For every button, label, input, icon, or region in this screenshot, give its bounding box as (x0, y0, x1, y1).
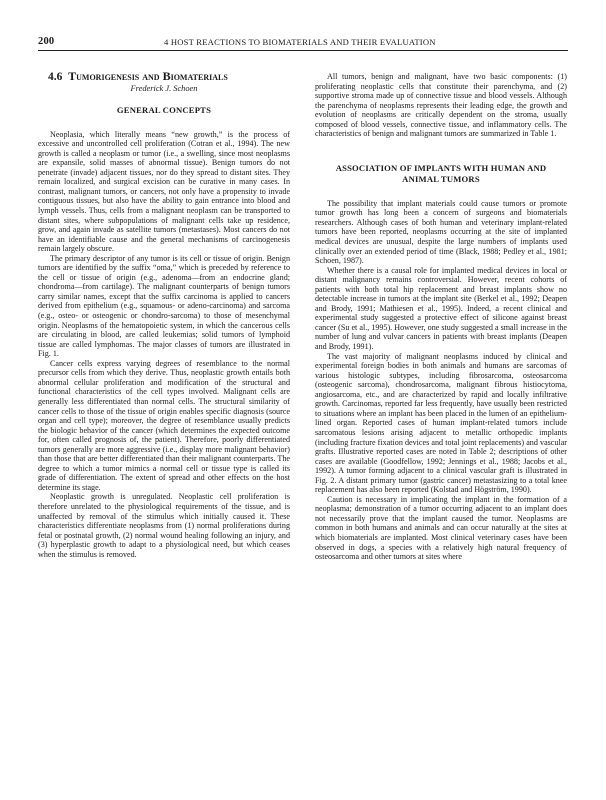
paragraph: Neoplasia, which literally means “new growth,” is the process of excessive and uncontrolled cell proliferation (Cotran et al., 1994). The new growth is called a neoplasm or tumor (i.e., a swelling, since most neoplasms are expansile, solid masses of abnormal tissue). Benign tumors do not penetrate (invade) adjacent tissues, nor do they spread to distant sites. They remain localized, and surgical excision can be curative in many cases. In contrast, malignant tumors, or cancers, not only have a propensity to invade contiguous tissues, but also have the ability to gain entrance into blood and lymph vessels. Thus, cells from a malignant neoplasm can be transported to distant sites, where subpopulations of malignant cells take up residence, grow, and again invade as satellite tumors (metastases). Most cancers do not have an identifiable cause and the general mechanisms of carcinogenesis remain largely obscure. (38, 129, 290, 254)
paragraph: Caution is necessary in implicating the implant in the formation of a neoplasma; demonstration of a tumor occurring adjacent to an implant does not necessarily prove that the implant caused the tumor. Neoplasms are common in both humans and animals and can occur naturally at the sites at which biomaterials are implanted. Most clinical veterinary cases have been observed in dogs, a species with a relatively high natural frequency of osteosarcoma and other tumors at sites where (315, 494, 567, 562)
paragraph: The primary descriptor of any tumor is its cell or tissue of origin. Benign tumors are identified by the suffix “oma,” which is preceded by reference to the cell or tissue of origin (e.g., adenoma—from an endocrine gland; chondroma—from cartilage). The malignant counterparts of benign tumors carry similar names, except that the suffix carcinoma is applied to cancers derived from epithelium (e.g., squamous- or adeno-carcinoma) and sarcoma (e.g., osteo- or osteogenic or chondro-sarcoma) to those of mesenchymal origin. Neoplasms of the hematopoietic system, in which the cancerous cells are circulating in blood, are called leukemias; solid tumors of lymphoid tissue are called lymphomas. The major classes of tumors are illustrated in Fig. 1. (38, 253, 290, 359)
subheading-implant-tumors: ASSOCIATION OF IMPLANTS WITH HUMAN AND ANIMAL TUMORS (335, 162, 547, 184)
right-column (315, 72, 567, 562)
paragraph: The vast majority of malignant neoplasms induced by clinical and experimental foreign bodies in both animals and humans are sarcomas of various histologic subtypes, including fibrosarcoma, osteosarcoma (osteogenic sarcoma), chondrosarcoma, malignant fibrous histiocytoma, angiosarcoma, etc., and are characterized by rapid and locally infiltrative growth. Carcinomas, reported far less frequently, have usually been restricted to situations where an implant has been placed in the lumen of an epithelium-lined organ. Reported cases of human implant-related tumors include sarcomatous lesions arising adjacent to metallic orthopedic implants (including fracture fixation devices and total joint replacements) and vascular grafts. Illustrative reported cases are noted in Table 2; descriptions of other cases are available (Goodfellow, 1992; Jennings et al., 1988; Jacobs et al., 1992). A tumor forming adjacent to a clinical vascular graft is illustrated in Fig. 2. A distant primary tumor (gastric cancer) metastasizing to a total knee replacement has also been reported (Kolstad and Högström, 1990). (315, 351, 567, 495)
page-number: 200 (38, 36, 55, 47)
running-head-title: 4 HOST REACTIONS TO BIOMATERIALS AND THEIR EVALUATION (164, 37, 436, 47)
paragraph: The possibility that implant materials could cause tumors or promote tumor growth has long been a concern of surgeons and biomaterials researchers. Although cases of both human and veterinary implant-related tumors have been reported, neoplasms occurring at the site of implanted medical devices are unusual, despite the large numbers of implants used clinically over an extended period of time (Black, 1988; Pedley et al., 1981; Schoen, 1987). (315, 198, 567, 266)
paragraph: Neoplastic growth is unregulated. Neoplastic cell proliferation is therefore unrelated to the physiological requirements of the tissue, and is unaffected by removal of the stimulus which initially caused it. These characteristics differentiate neoplasms from (1) normal proliferations during fetal or postnatal growth, (2) normal wound healing following an injury, and (3) hyperplastic growth to adapt to a physiological need, but which ceases when the stimulus is removed. (38, 492, 290, 559)
left-column (38, 69, 290, 559)
paragraph: Whether there is a causal role for implanted medical devices in local or distant malignancy remains controversial. However, recent cohorts of patients with both total hip replacement and breast implants show no detectable increase in tumors at the implant site (Berkel et al., 1992; Deapen and Brody, 1991; Mathiesen et al., 1995). Indeed, a recent clinical and experimental study suggested a protective effect of silicone against breast cancer (Su et al., 1995). However, one study suggested a small increase in the number of lung and vulvar cancers in patients with breast implants (Deapen and Brody, 1991). (315, 265, 567, 352)
paragraph: Cancer cells express varying degrees of resemblance to the normal precursor cells from which they derive. Thus, neoplastic growth entails both abnormal cellular proliferation and modification of the structural and functional characteristics of the cell types involved. Malignant cells are generally less differentiated than normal cells. The structural similarity of cancer cells to those of the tissue of origin enables specific diagnosis (source organ and cell type); moreover, the degree of resemblance usually predicts the biologic behavior of the cancer (which determines the expected outcome for, often called prognosis of, the patient). Therefore, poorly differentiated tumors generally are more aggressive (i.e., display more malignant behavior) than those that are better differentiated than their malignant counterparts. The degree to which a tumor mimics a normal cell or tissue type is called its grade of differentiation. The extent of spread and other effects on the host determine its stage. (38, 358, 290, 492)
subheading-general-concepts: GENERAL CONCEPTS (116, 105, 212, 116)
paragraph: All tumors, benign and malignant, have two basic components: (1) proliferating neoplastic cells that constitute their parenchyma, and (2) supportive stroma made up of connective tissue and blood vessels. Although the parenchyma of neoplasms represents their leading edge, the growth and evolution of neoplasms are critically dependent on the stroma, usually composed of blood vessels, connective tissue, and inflammatory cells. The characteristics of benign and malignant tumors are summarized in Table 1. (315, 72, 567, 139)
section-title (48, 69, 290, 83)
header-rule (38, 50, 568, 51)
running-header (38, 36, 568, 50)
section-title-text: Tumorigenesis and Biomaterials (68, 69, 228, 83)
section-author: Frederick J. Schoen (130, 83, 198, 93)
section-number: 4.6 (48, 71, 63, 83)
